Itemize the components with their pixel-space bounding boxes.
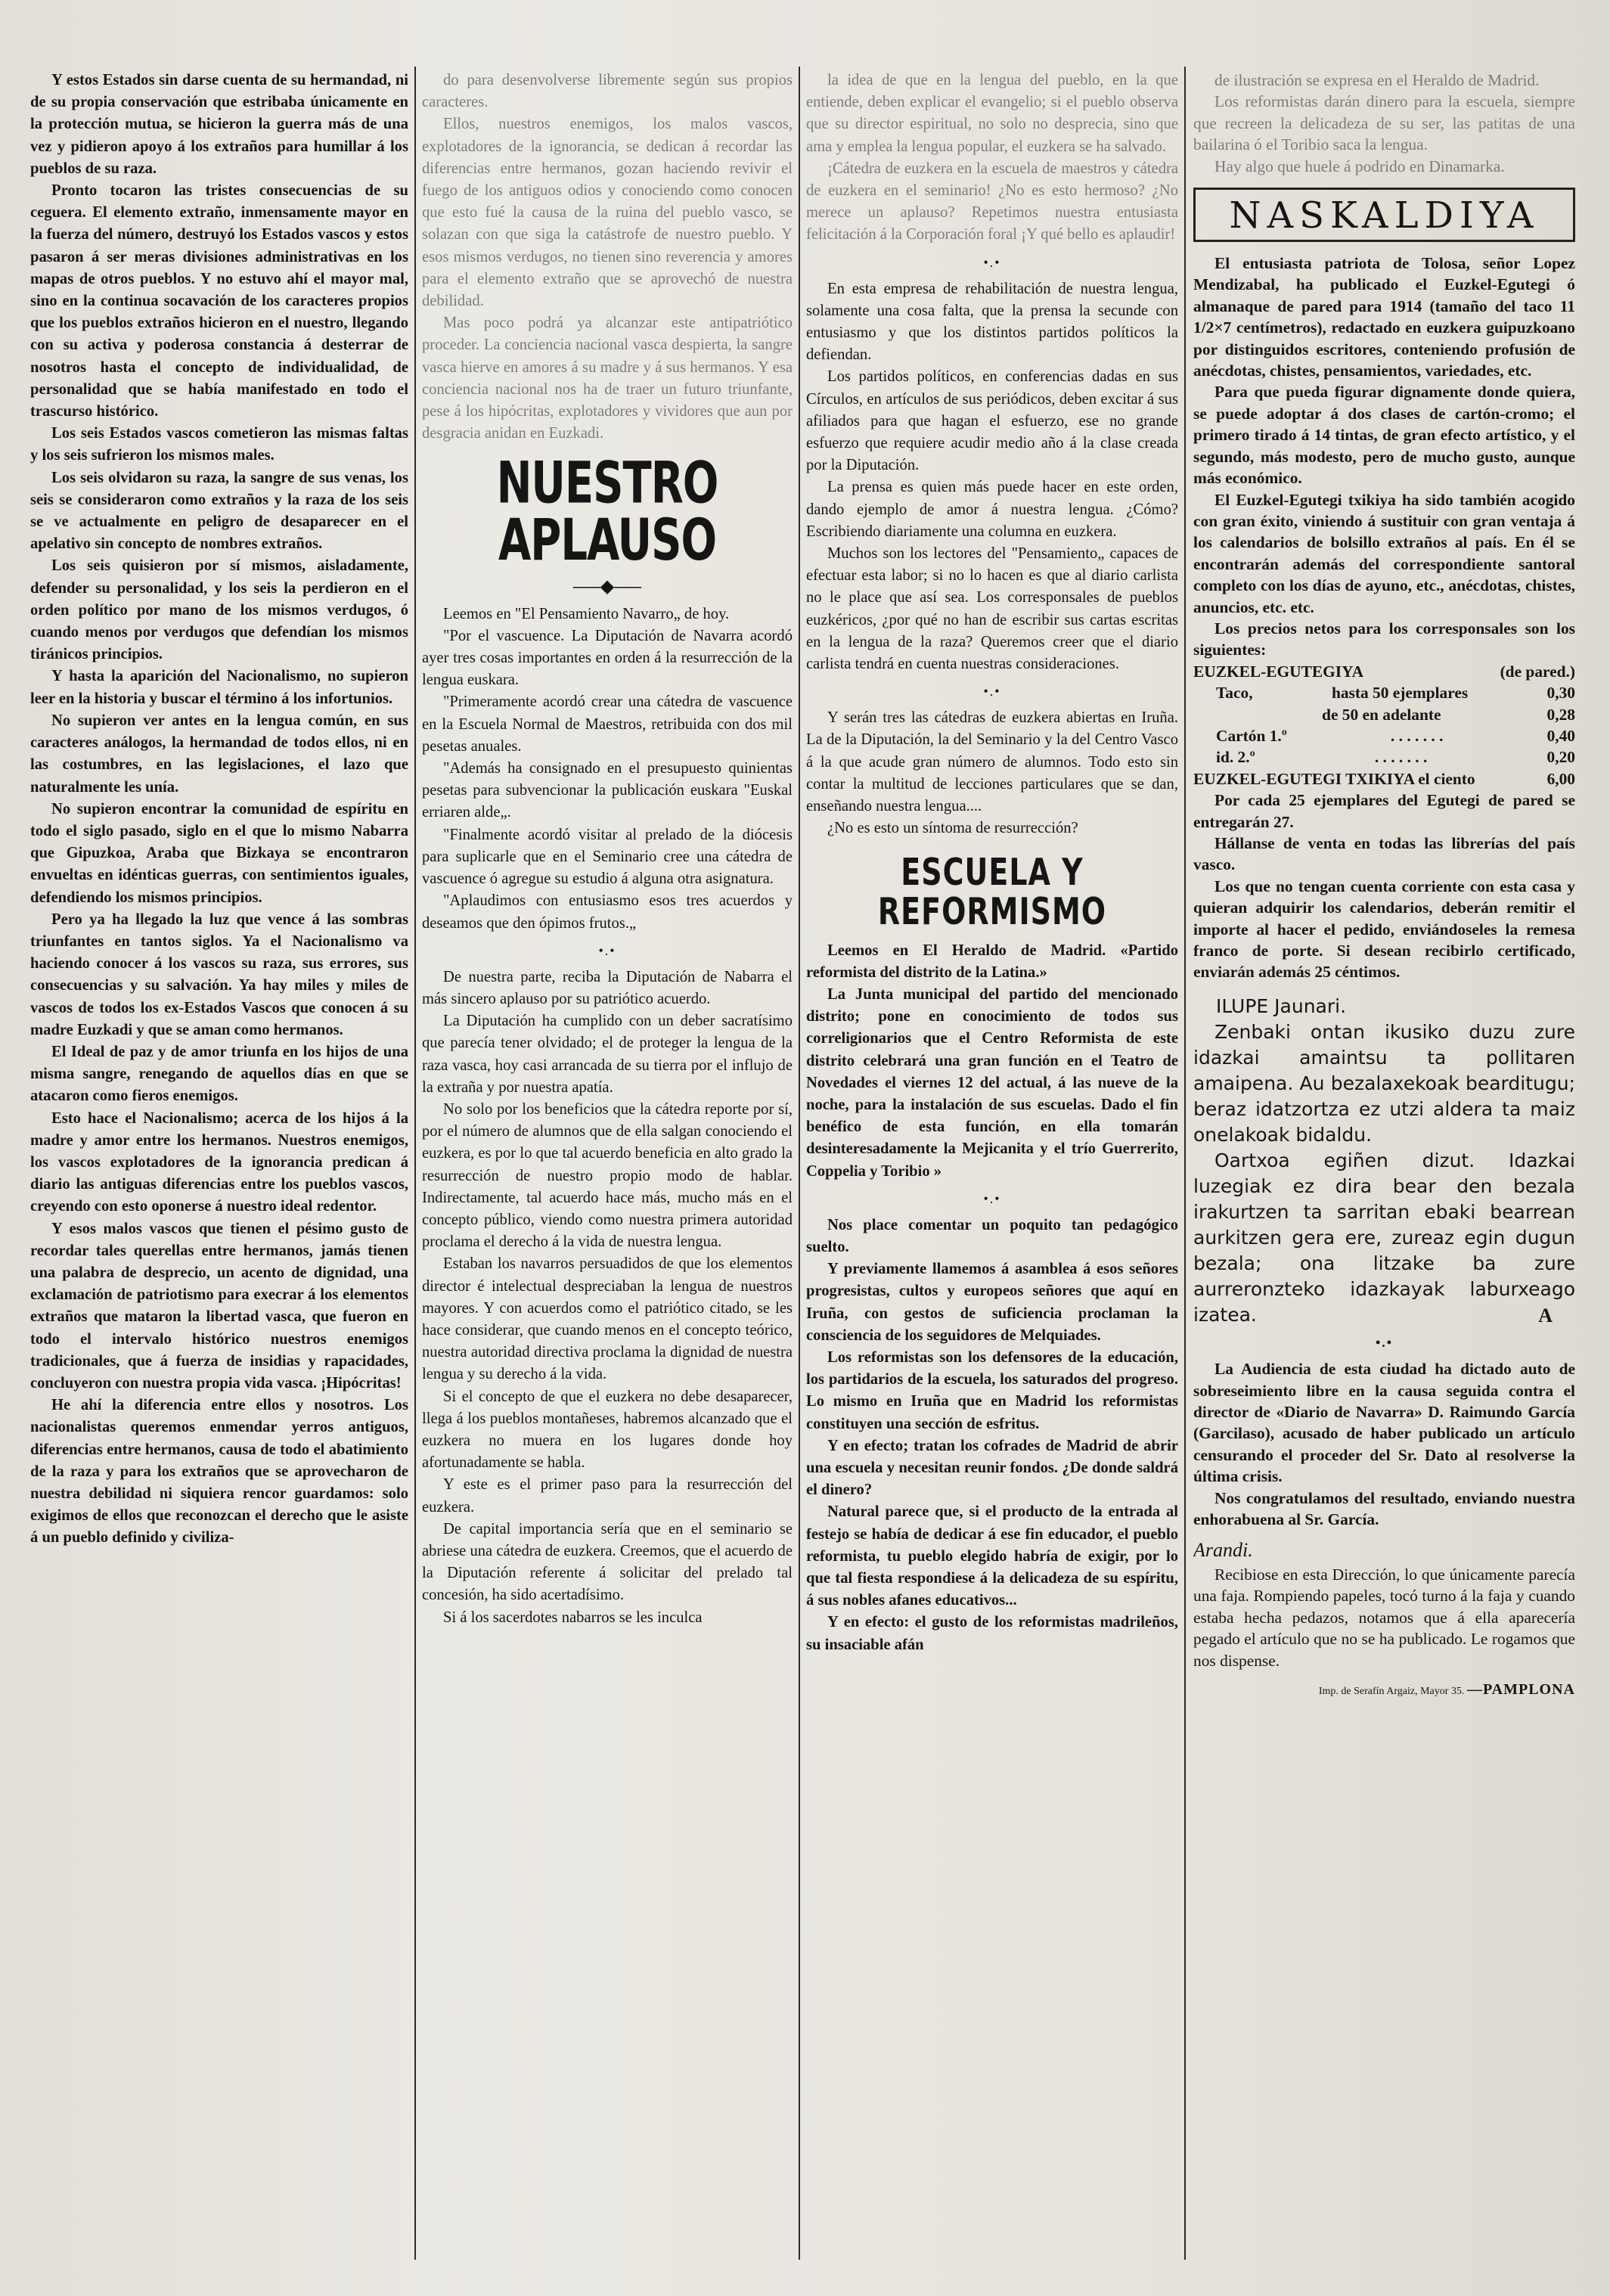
paragraph: Los precios netos para los corresponsales son los siguientes:	[1193, 619, 1575, 659]
paragraph: Leemos en "El Pensamiento Navarro„ de hoy.	[443, 605, 730, 622]
price-txikiya	[1193, 768, 1575, 790]
paragraph: Si á los sacerdotes nabarros se les inculca	[443, 1609, 703, 1626]
paragraph: ¡Cátedra de euzkera en la escuela de maestros y cátedra de euzkera en el seminario! ¿No es esto hermoso? ¿No merece un aplauso? Repetimos nuestra entusiasta felicitación á la Corporación foral ¡Y qué bello es aplaudir!	[806, 160, 1178, 244]
paragraph: Muchos son los lectores del "Pensamiento„ capaces de efectuar esta labor; si no lo hacen es que al diario carlista no le place que así sea. Los corresponsales de pueblos euzkéricos, ¿por qué no han de escribir sus cartas escritas en la lengua de la raza? Queremos creer que el diario carlista tendrá en cuenta nuestras consideraciones.	[806, 545, 1178, 673]
paragraph: Nos congratulamos del resultado, enviando nuestra enhorabuena al Sr. García.	[1193, 1488, 1575, 1529]
paragraph: Los seis olvidaron su raza, la sangre de sus venas, los seis se consideraron como extraños y la raza de los seis se ve actualmente en peligro de desaparecer en el apelativo sin concepto de nombres extraños.	[30, 469, 408, 553]
paragraph: "Primeramente acordó crear una cátedra de vascuence en la Escuela Normal de Maestros, retribuida con dos mil pesetas anuales.	[422, 693, 793, 755]
paragraph: Y esos malos vascos que tienen el pésimo gusto de recordar tales querellas entre hermanos, jamás tienen una palabra de desprecio, un acento de dignidad, una exclamación de patriotismo para execrar á los elementos extraños que mataron la libertad vasca, que fueron en todo el intervalo histórico nuestros enemigos tradicionales, que á fuerza de insidias y rapacidades, concluyeron con nuestra propia vida vasca. ¡Hipócritas!	[30, 1220, 408, 1392]
paragraph: La Junta municipal del partido del mencionado distrito; pone en conocimiento de todos sus correligionarios que el Centro Reformista de este distrito celebrará una gran función en el Teatro de Novedades el viernes 12 del actual, á las nueve de la noche, para la instalación de sus escuelas. Dado el fin benéfico de esta función, en ella tomarán desinteresadamente la Mejicanita y el trío Guerrerito, Coppelia y Toribio »	[806, 985, 1178, 1180]
article-escuela-comment	[806, 1215, 1178, 1656]
paragraph: de ilustración se expresa en el Heraldo de Madrid.	[1214, 71, 1540, 89]
article-nuestro-aplauso	[422, 603, 793, 935]
article-continuation	[806, 70, 1178, 247]
paragraph: El Ideal de paz y de amor triunfa en los hijos de una misma sangre, renegando de aquellos días en que se atacaron como fieros enemigos.	[30, 1043, 408, 1105]
paragraph: De nuestra parte, reciba la Diputación de Nabarra el más sincero aplauso por su patriótico acuerdo.	[422, 968, 793, 1007]
price-desc: hasta 50 ejemplares	[1331, 684, 1469, 703]
article-continuation	[422, 70, 793, 445]
column-rule	[414, 67, 416, 2260]
price-header	[1193, 661, 1575, 682]
article-continuation	[1193, 70, 1575, 177]
paragraph: De capital importancia sería que en el seminario se abriese una cátedra de euzkera. Creemos, que el acuerdo de la Diputación referente á solicitar del prelado tal concesión, ha sido acertadísimo.	[422, 1520, 793, 1604]
paragraph: No supieron ver antes en la lengua común, en sus caracteres análogos, la hermandad de todos ellos, ni en las costumbres, en las legislaciones, el lazo que naturalmente les unía.	[30, 712, 408, 796]
column-4	[1193, 70, 1575, 2263]
section-separator: •.•	[983, 684, 1001, 700]
imprint	[1193, 1679, 1575, 1702]
imprint-text: Imp. de Serafín Argaiz, Mayor 35.	[1318, 1685, 1465, 1697]
price-desc: . . . . . . .	[1374, 748, 1428, 767]
paragraph: Y previamente llamemos á asamblea á esos señores progresistas, cultos y europeos señores que aquí en Iruña, con gestos de suficiencia proclaman la consciencia de los seguidores de Melquiades.	[806, 1261, 1178, 1344]
price-label: Cartón 1.º	[1216, 726, 1287, 745]
section-separator: •.•	[598, 942, 616, 958]
article-prices-notes	[1193, 790, 1575, 983]
imprint-city: —PAMPLONA	[1466, 1680, 1575, 1698]
article-faja	[1193, 1564, 1575, 1671]
paragraph: "Aplaudimos con entusiasmo esos tres acuerdos y deseamos que den ópimos frutos.„	[422, 892, 793, 932]
section-separator: •.•	[983, 1190, 1001, 1206]
price-row	[1193, 725, 1575, 746]
paragraph: Hállanse de venta en todas las librerías del país vasco.	[1193, 834, 1575, 874]
paragraph: La Diputación ha cumplido con un deber sacratísimo que parecía tener olvidado; el de proteger la lengua de la raza vasca, hoy casi arrancada de su tierra por el influjo de la extraña y por nuestra apatía.	[422, 1013, 793, 1096]
column-rule	[1184, 67, 1186, 2260]
paragraph: Estaban los navarros persuadidos de que los elementos director é intelectual despreciaban la lengua de nuestros mayores. Y con acuerdos como el patriótico citado, se les hace considerar, que cuando menos en el concepto teórico, nuestra autoridad directiva proclama la dignidad de nuestra lengua y su derecho á la vida.	[422, 1255, 793, 1383]
price-value: 0,20	[1546, 748, 1575, 767]
paragraph: do para desenvolverse libremente según sus propios caracteres.	[422, 72, 793, 111]
paragraph: Los reformistas son los defensores de la educación, los partidarios de la escuela, los saturados del progreso. Lo mismo en Iruña que en Madrid los reformistas constituyen una sección de esfritus.	[806, 1348, 1178, 1432]
paragraph: Los reformistas darán dinero para la escuela, siempre que recreen la delicadeza de su ser, las patitas de una bailarina ó el Toribio saca la lengua.	[1193, 92, 1575, 154]
paragraph: Nos place comentar un poquito tan pedagógico suelto.	[806, 1216, 1178, 1255]
paragraph: "Por el vascuence. La Diputación de Navarra acordó ayer tres cosas importantes en orden á la resurrección de la lengua euskara.	[422, 627, 793, 689]
paragraph: En esta empresa de rehabilitación de nuestra lengua, solamente una cosa falta, que la prensa la secunde con entusiasmo y que los distintos partidos políticos la defiendan.	[806, 280, 1178, 364]
paragraph: "Finalmente acordó visitar al prelado de la diócesis para suplicarle que en el Seminario cree una cátedra de vascuence ó agregue su estudio á alguna otra asignatura.	[422, 826, 793, 888]
paragraph: La prensa es quien más puede hacer en este orden, dando ejemplo de amor á nuestra lengua. ¿Cómo? Escribiendo diariamente una columna en euzkera.	[806, 479, 1178, 540]
article-catedras	[806, 707, 1178, 839]
paragraph: la idea de que en la lengua del pueblo, en la que entiende, deben explicar el evangelio; si el pueblo observa que su director espiritual, no solo no desprecia, sino que ama y emplea la lengua popular, el euzkera se ha salvado.	[806, 72, 1178, 155]
paragraph: Natural parece que, si el producto de la entrada al festejo se había de dedicar á ese fin educador, el pueblo reformista, tu pueblo elegido habría de exigir, por lo que tal fiesta respondiese á la delicadeza de su espíritu, á sus nobles afanes educativos...	[806, 1503, 1178, 1609]
paragraph: Recibiose en esta Dirección, lo que únicamente parecía una faja. Rompiendo papeles, tocó turno á la faja y cuando estaba hecha pedazos, notamos que á ella aparecería pegado el artículo que no se ha publicado. Le rogamos que nos dispense.	[1193, 1565, 1575, 1670]
column-2	[422, 70, 793, 2263]
paragraph: Y hasta la aparición del Nacionalismo, no supieron leer en la historia y buscar el término á los infortunios.	[30, 668, 408, 707]
paragraph: Leemos en El Heraldo de Madrid. «Partido reformista del distrito de la Latina.»	[806, 942, 1178, 981]
ornament-divider: ⎯⎯⎯◆⎯⎯⎯	[572, 577, 642, 597]
paragraph: He ahí la diferencia entre ellos y nosotros. Los nacionalistas queremos enmendar yerros antiguos, diferencias entre hermanos, causa de todo el abatimiento de la raza y para los extraños que se aprovecharon de nuestra debilidad ni siquiera rencor guardamos: solo exigimos de ellos que reconozcan el derecho que le asiste á un pueblo definido y civiliza-	[30, 1397, 408, 1547]
paragraph: Pronto tocaron las tristes consecuencias de su ceguera. El elemento extraño, inmensamente mayor en la fuerza del número, destruyó los Estados vascos y estos pasaron á ser meras divisiones administrativas en los mapas de otros pueblos. Y no estuvo ahí el mayor mal, sino en la continua socavación de los caracteres propios que los pueblos extraños hicieron en el nuestro, llegando con su activa y poderosa constancia á desterrar de nosotros hasta el concepto de individualidad, de personalidad que se había manifestado en todo el trascurso histórico.	[30, 182, 408, 420]
paragraph: Y este es el primer paso para la resurrección del euzkera.	[422, 1476, 793, 1516]
column-3	[806, 70, 1178, 2263]
headline-escuela-reformismo: ESCUELA Y REFORMISMO	[877, 849, 1107, 933]
ilupe-message	[1193, 1019, 1575, 1328]
ilupe-title: ILUPE Jaunari.	[1216, 994, 1347, 1017]
price-value: 0,30	[1546, 684, 1575, 703]
paragraph: Los seis quisieron por sí mismos, aisladamente, defender su personalidad, y los seis la perdieron en el orden político por mano de los mismos verdugos, ó cuando menos por verdugos que defendían los mismos tiránicos principios.	[30, 557, 408, 663]
price-label: Taco,	[1216, 684, 1253, 703]
price-value: 0,28	[1546, 705, 1575, 724]
paragraph: Hay algo que huele á podrido en Dinamarka.	[1214, 157, 1505, 175]
paragraph: Por cada 25 ejemplares del Egutegi de pared se entregarán 27.	[1193, 791, 1575, 831]
paragraph: Oartxoa egiñen dizut. Idazkai luzegiak ez dira bear den bezala irakurtzen ta sarritan ebaki bearrean aurkitzen gera ere, zureaz egin dugun bezala; ona litzake ba zure aurreronzteko idazkayak laburxeago izatea.	[1193, 1149, 1575, 1326]
paragraph: Los seis Estados vascos cometieron las mismas faltas y los seis sufrieron los mismos males.	[30, 425, 408, 464]
price-list	[1193, 682, 1575, 768]
column-rule	[799, 67, 800, 2260]
paragraph: "Además ha consignado en el presupuesto quinientas pesetas para subvencionar la publicación euskara "Euskal erriaren alde„.	[422, 760, 793, 821]
section-separator: •.•	[983, 254, 1001, 270]
price-txikiya-label: EUZKEL-EGUTEGI TXIKIYA el ciento	[1193, 769, 1475, 788]
signature: Arandi.	[1193, 1538, 1253, 1561]
section-separator: •.•	[1375, 1335, 1394, 1351]
price-row	[1193, 704, 1575, 725]
paragraph: Pero ya ha llegado la luz que vence á las sombras triunfantes en tantos siglos. Ya el Nacionalismo va haciendo conocer á los vascos su raza, sus errores, sus consecuencias y su salvación. Ya hay miles y miles de vascos de todos los ex-Estados Vascos que conocen á su madre Euzkadi y que se aman como hermanos.	[30, 911, 408, 1038]
paragraph: ¿No es esto un síntoma de resurrección?	[827, 820, 1078, 837]
paragraph: Y en efecto: el gusto de los reformistas madrileños, su insaciable afán	[806, 1614, 1178, 1653]
paragraph: No solo por los beneficios que la cátedra reporte por sí, por el número de alumnos que de ella salgan conociendo el euzkera, es por lo que tal acuerdo beneficia en alto grado la resurrección de nuestro propio modo de hablar. Indirectamente, tal acuerdo hace más, mucho más en el concepto público, viendo como nuestra primera autoridad proclama el derecho á la vida de nuestra lengua.	[422, 1100, 793, 1251]
paragraph: Los partidos políticos, en conferencias dadas en sus Círculos, en artículos de sus periódicos, deben excitar á sus afiliados para que hagan el esfuerzo, ese no grande esfuerzo que requiere acudir medio año á la clase creada por la Diputación.	[806, 368, 1178, 474]
headline-nuestro-aplauso: NUESTRO APLAUSO	[496, 451, 718, 575]
paragraph: Si el concepto de que el euzkera no debe desaparecer, llega á los pueblos montañeses, habremos alcanzado que el euzkera no muera en los lugares donde hoy afortunadamente se habla.	[422, 1388, 793, 1472]
price-desc: . . . . . . .	[1390, 726, 1444, 745]
naskaldiya-box-title: NASKALDIYA	[1193, 188, 1575, 242]
article-naskaldiya	[1193, 253, 1575, 661]
price-label: id. 2.º	[1216, 748, 1255, 767]
article-nuestro-aplauso-comment	[422, 966, 793, 1629]
paragraph: La Audiencia de esta ciudad ha dictado auto de sobreseimiento libre en la causa seguida contra el director de «Diario de Navarra» D. Raimundo García (Garcilaso), acusado de haber publicado un artículo censurando el proceder del Sr. Dato al resolverse la última crisis.	[1193, 1360, 1575, 1486]
price-row	[1193, 682, 1575, 703]
paragraph: Y en efecto; tratan los cofrades de Madrid de abrir una escuela y necesitan reunir fondos. ¿De donde saldrá el dinero?	[806, 1437, 1178, 1499]
paragraph: Y estos Estados sin darse cuenta de su hermandad, ni de su propia conservación que estribaba únicamente en la protección mutua, se hicieron la guerra más de una vez y pidieron apoyo á los extraños para humillar á los pueblos de su raza.	[30, 72, 408, 177]
paragraph: Los que no tengan cuenta corriente con esta casa y quieran adquirir los calendarios, deberán remitir el importe al hacer el pedido, enviándoseles la remesa franco de porte. Si desean recibirlo certificado, enviarán además 25 céntimos.	[1193, 877, 1575, 982]
paragraph: El Euzkel-Egutegi txikiya ha sido también acogido con gran éxito, viniendo á sustituir con gran ventaja á los calendarios de bolsillo extraños al país. En él se encontrarán además del correspondiente santoral completo con los días de ayuno, etc., anécdotas, chistes, anuncios, etc. etc.	[1193, 490, 1575, 616]
column-1	[30, 70, 408, 2263]
price-header-note: (de pared.)	[1500, 662, 1575, 681]
price-txikiya-value: 6,00	[1546, 769, 1575, 788]
paragraph: Para que pueda figurar dignamente donde quiera, se puede adoptar á dos clases de cartón-cromo; el primero tirado á 14 tintas, de gran efecto artístico, y el segundo, más modesto, pero de mucho gusto, aunque más económico.	[1193, 383, 1575, 488]
article-prensa	[806, 278, 1178, 676]
article-escuela-quote	[806, 940, 1178, 1183]
paragraph: Y serán tres las cátedras de euzkera abiertas en Iruña. La de la Diputación, la del Seminario y la del Centro Vasco á la que acude gran número de alumnos. Todo esto sin contar la multitud de lecciones particulares que se dan, enseñando nuestra lengua....	[806, 709, 1178, 815]
paragraph: Mas poco podrá ya alcanzar este antipatriótico proceder. La conciencia nacional vasca despierta, la sangre vasca hierve en amores á su madre y á sus hermanos. Y esa conciencia nacional nos ha de traer un futuro triunfante, pese á los hipócritas, explotadores y vividores que aun por desgracia anidan en Euzkadi.	[422, 315, 793, 442]
ilupe-mark: A	[1538, 1304, 1553, 1326]
price-header-title: EUZKEL-EGUTEGIYA	[1193, 662, 1364, 681]
paragraph: El entusiasta patriota de Tolosa, señor Lopez Mendizabal, ha publicado el Euzkel-Egutegi ó almanaque de pared para 1914 (tamaño del taco 11 1/2×7 centímetros), redactado en euzkera guipuzkoano por distinguidos escritores, conteniendo profusión de anécdotas, chistes, pensamientos, variedades, etc.	[1193, 254, 1575, 380]
paragraph: Ellos, nuestros enemigos, los malos vascos, explotadores de la ignorancia, se dedican á recordar las diferencias entre hermanos, gozan haciendo revivir el fuego de los antiguos odios y conociendo como conocen que esto fué la causa de la ruina del pueblo vasco, se solazan con que siga la catástrofe de nuestro pueblo. Y esos mismos verdugos, no tienen sino reverencia y amores para el elemento extraño que se aprovechó de nuestra debilidad.	[422, 116, 793, 310]
article-audiencia	[1193, 1358, 1575, 1530]
price-desc: de 50 en adelante	[1322, 705, 1441, 724]
price-value: 0,40	[1546, 726, 1575, 745]
paragraph: Esto hace el Nacionalismo; acerca de los hijos á la madre y amor entre los hermanos. Nuestros enemigos, los vascos explotadores de la ignorancia predican á diario las antiguas diferencias entre los pueblos vascos, creyendo con esto oponerse á nuestro ideal redentor.	[30, 1109, 408, 1215]
price-row	[1193, 746, 1575, 768]
paragraph: Zenbaki ontan ikusiko duzu zure idazkai amaintsu ta pollitaren amaipena. Au bezalaxekoak bearditugu; beraz idatzortza ez utzi aldera ta maiz onelakoak bidaldu.	[1193, 1020, 1575, 1146]
paragraph: No supieron encontrar la comunidad de espíritu en todo el siglo pasado, siglo en el que lo mismo Nabarra que Gipuzkoa, Araba que Bizkaya se encontraron envueltas en idénticas guerras, con sentimientos iguales, defendiendo los mismos principios.	[30, 800, 408, 906]
